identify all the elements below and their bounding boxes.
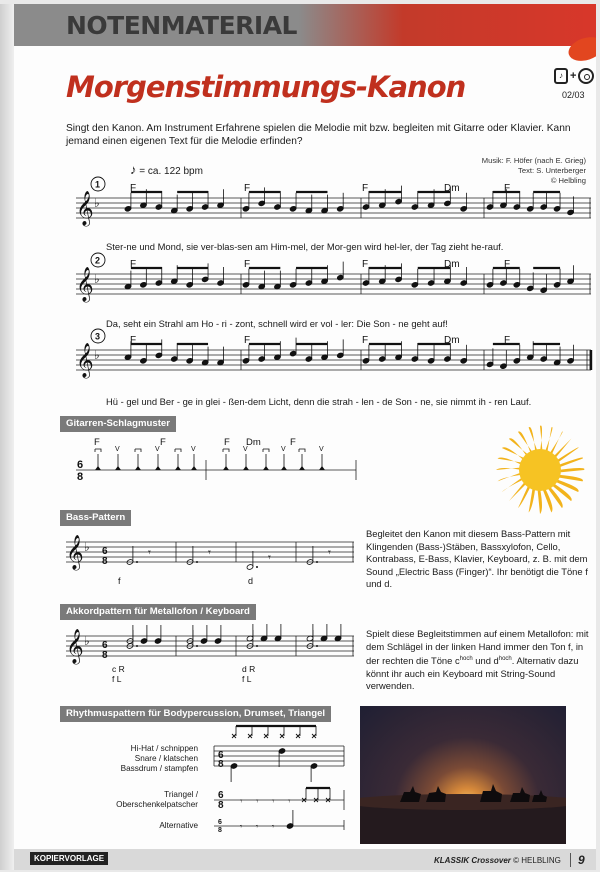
sun-ray [557, 475, 583, 482]
strum-head [281, 466, 287, 470]
eighth-note-icon: ♪ [130, 162, 137, 177]
copy-template-tag: KOPIERVORLAGE [30, 852, 108, 865]
bass-pattern-staff [66, 530, 356, 590]
chord-pattern-heading: Akkordpattern für Metallofon / Keyboard [60, 604, 256, 620]
downstroke-mark [175, 449, 181, 452]
sun-ray [545, 427, 553, 453]
downstroke-mark [263, 449, 269, 452]
system-number: 3 [95, 331, 101, 342]
sun-ray [502, 478, 525, 492]
sun-disc [519, 449, 561, 491]
upstroke-mark: V [243, 446, 248, 453]
treble-clef-icon: 𝄞 [76, 343, 94, 378]
brand-name: KLASSIK Crossover [434, 856, 511, 865]
sun-ray [529, 487, 536, 512]
chord-symbol: F [224, 437, 230, 448]
strum-head [191, 466, 197, 470]
chord-symbol: F [362, 183, 369, 194]
time-signature-bottom: 8 [218, 800, 224, 811]
strum-head [263, 466, 269, 470]
time-signature-top: 6 [102, 640, 108, 651]
score-system-2 [76, 253, 591, 303]
chord-symbol: F [504, 335, 511, 346]
page-number: 9 [578, 853, 585, 867]
sun-ray [538, 488, 542, 514]
eighth-rest-icon: 𝄾 [288, 796, 291, 806]
publisher-name: © HELBLING [513, 856, 561, 865]
label-hihat: Hi-Hat / schnippen [130, 744, 198, 753]
eighth-rest-icon: 𝄾 [256, 822, 259, 831]
sun-illustration [494, 424, 586, 521]
upstroke-mark: V [115, 446, 120, 453]
flat-sign: ♭ [84, 634, 90, 648]
system-number: 2 [95, 255, 101, 266]
chord-pattern-description: Spielt diese Begleitstimmen auf einem Metallofon: mit dem Schlägel in der linken Hand immer den Ton f, in der rechten die Töne $c^{hoch}$ und $d^{hoch}$. Alternativ dazu könnt ihr auch ein Keyboard mit String-Sound verwenden. [366, 628, 589, 692]
chord-symbol: F [130, 183, 137, 194]
downstroke-mark [135, 449, 141, 452]
chord-pattern-staff [66, 624, 356, 694]
sun-ray [553, 438, 572, 457]
dot [316, 645, 318, 647]
bass-description: Begleitet den Kanon mit diesem Bass-Pattern mit Klingenden (Bass-)Stäben, Bassxylofon, Cello, Kontrabass, E-Bass, Klavier, Keyboard, z. B. mit dem Sound „Electric Bass (Finger)“. Ihr benötigt die Töne f und d. [366, 528, 588, 589]
chord-symbol: F [290, 437, 296, 448]
desert-sunrise-photo [360, 706, 566, 844]
flat-sign: ♭ [94, 196, 100, 210]
strum-head [243, 466, 249, 470]
audio-track-icon: ♪ [554, 68, 568, 84]
downstroke-mark [223, 449, 229, 452]
canon-score [66, 174, 596, 414]
chord-symbol: Dm [246, 437, 261, 448]
chord-symbol: F [244, 183, 251, 194]
dot [136, 645, 138, 647]
label-bassdrum: Bassdrum / stampfen [120, 764, 198, 773]
eighth-rest-icon: 𝄾 [208, 547, 211, 559]
guitar-strum-pattern [66, 434, 366, 494]
strum-head [319, 466, 325, 470]
book-spine [0, 4, 14, 870]
chord-symbol: F [504, 183, 511, 194]
chord-symbol: F [160, 437, 166, 448]
worksheet-page [14, 4, 596, 870]
chord-symbol: F [244, 335, 251, 346]
chord-symbol: Dm [444, 259, 460, 270]
strum-head [299, 466, 305, 470]
bass-heading: Bass-Pattern [60, 510, 131, 526]
eighth-rest-icon: 𝄾 [148, 547, 151, 559]
percussion-labels-triangle [84, 790, 198, 810]
bass-note-label: d [248, 576, 254, 586]
upstroke-mark: V [281, 446, 286, 453]
bass-note-label: f [118, 576, 121, 586]
credit-text: Text: S. Unterberger [518, 166, 586, 175]
chord-symbol: F [362, 259, 369, 270]
rhythm-heading: Rhythmuspattern für Bodypercussion, Drumset, Triangel [60, 706, 331, 722]
intro-text: Singt den Kanon. Am Instrument Erfahrene spielen die Melodie mit bzw. begleiten mit Gitarre oder Klavier. Kann jemand einen eigenen Text für die Melodie erfinden? [66, 123, 571, 147]
sun-ray [496, 468, 522, 470]
lyrics-line-3: Hü - gel und Ber - ge in glei - ßen-dem Licht, denn die strah - len - de Son - ne, sie nimmt ih - ren Lauf. [106, 396, 532, 407]
time-signature-bottom: 8 [77, 471, 84, 483]
strum-head [223, 466, 229, 470]
time-signature-top: 6 [218, 750, 224, 761]
score-system-1 [76, 177, 591, 227]
time-signature-bottom: 8 [102, 556, 108, 567]
chord-symbol: Dm [444, 335, 460, 346]
footer-divider [570, 853, 571, 867]
label-alternative: Alternative [159, 821, 198, 830]
sun-ray [518, 431, 532, 454]
time-signature-top: 6 [218, 790, 224, 801]
strum-head [175, 466, 181, 470]
time-signature-bottom: 8 [218, 827, 222, 834]
chord-symbol: F [244, 259, 251, 270]
section-title: NOTENMATERIAL [66, 11, 297, 40]
lyrics-line-1: Ster-ne und Mond, sie ver-blas-sen am Him-mel, der Mor-gen wird hel-ler, der Tag zieht he-rauf. [106, 241, 504, 252]
chord-label-top: c R [112, 664, 125, 674]
guitar-heading: Gitarren-Schlagmuster [60, 416, 176, 432]
chord-label-top: d R [242, 664, 256, 674]
treble-clef-icon: 𝄞 [66, 535, 84, 570]
label-thigh: Oberschenkelpatscher [116, 800, 198, 809]
chord-symbol: F [130, 335, 137, 346]
strum-head [135, 466, 141, 470]
sun-ray [497, 458, 522, 466]
flat-sign: ♭ [84, 540, 90, 554]
time-signature-top: 6 [102, 546, 108, 557]
time-signature-bottom: 8 [218, 759, 224, 770]
eighth-rest-icon: 𝄾 [256, 796, 259, 806]
upstroke-mark: V [191, 446, 196, 453]
plus-icon: + [570, 70, 577, 82]
label-snare: Snare / klatschen [134, 754, 198, 763]
credit-music: Musik: F. Höfer (nach E. Grieg) [481, 156, 586, 165]
chord-label-bottom: f L [112, 674, 122, 684]
chord-symbol: Dm [444, 183, 460, 194]
credit-copyright: © Helbling [550, 176, 586, 185]
flat-sign: ♭ [94, 348, 100, 362]
header-accent [299, 4, 596, 46]
eighth-rest-icon: 𝄾 [240, 796, 243, 806]
percussion-labels-drums [84, 744, 198, 774]
flat-sign: ♭ [94, 272, 100, 286]
sun-ray [540, 426, 542, 452]
eighth-rest-icon: 𝄾 [240, 822, 243, 831]
time-signature-top: 6 [77, 459, 84, 471]
dot [196, 561, 198, 563]
time-signature-bottom: 8 [102, 650, 108, 661]
chord-symbol: F [94, 437, 100, 448]
eighth-rest-icon: 𝄾 [328, 547, 331, 559]
lyrics-line-2: Da, seht ein Strahl am Ho - ri - zont, schnell wird er vol - ler: Die Son - ne geht auf! [106, 318, 448, 329]
footer-brand [434, 856, 561, 865]
eighth-rest-icon: 𝄾 [272, 822, 275, 831]
tempo-text: = ca. 122 bpm [139, 166, 203, 177]
time-signature-top: 6 [218, 819, 222, 826]
strum-head [155, 466, 161, 470]
treble-clef-icon: 𝄞 [76, 267, 94, 302]
cd-icon [578, 68, 594, 84]
chord-label-bottom: f L [242, 674, 252, 684]
downstroke-mark [299, 449, 305, 452]
treble-clef-icon: 𝄞 [66, 629, 84, 664]
dot [196, 645, 198, 647]
upstroke-mark: V [319, 446, 324, 453]
sun-ray [558, 468, 584, 472]
downstroke-mark [95, 449, 101, 452]
system-number: 1 [95, 179, 101, 190]
dot [256, 566, 258, 568]
label-triangle: Triangel / [164, 790, 198, 799]
track-number: 02/03 [562, 90, 585, 100]
media-icons [554, 68, 594, 84]
strum-head [115, 466, 121, 470]
chord-symbol: F [504, 259, 511, 270]
page-title: Morgenstimmungs-Kanon [66, 70, 466, 104]
dot [136, 561, 138, 563]
dot [256, 645, 258, 647]
chord-symbol: F [130, 259, 137, 270]
eighth-rest-icon: 𝄾 [272, 796, 275, 806]
dot [316, 561, 318, 563]
rhythm-score [204, 724, 354, 834]
treble-clef-icon: 𝄞 [76, 191, 94, 226]
chord-symbol: F [362, 335, 369, 346]
eighth-rest-icon: 𝄾 [268, 552, 271, 564]
strum-head [95, 466, 101, 470]
upstroke-mark: V [155, 446, 160, 453]
score-system-3 [76, 329, 591, 379]
